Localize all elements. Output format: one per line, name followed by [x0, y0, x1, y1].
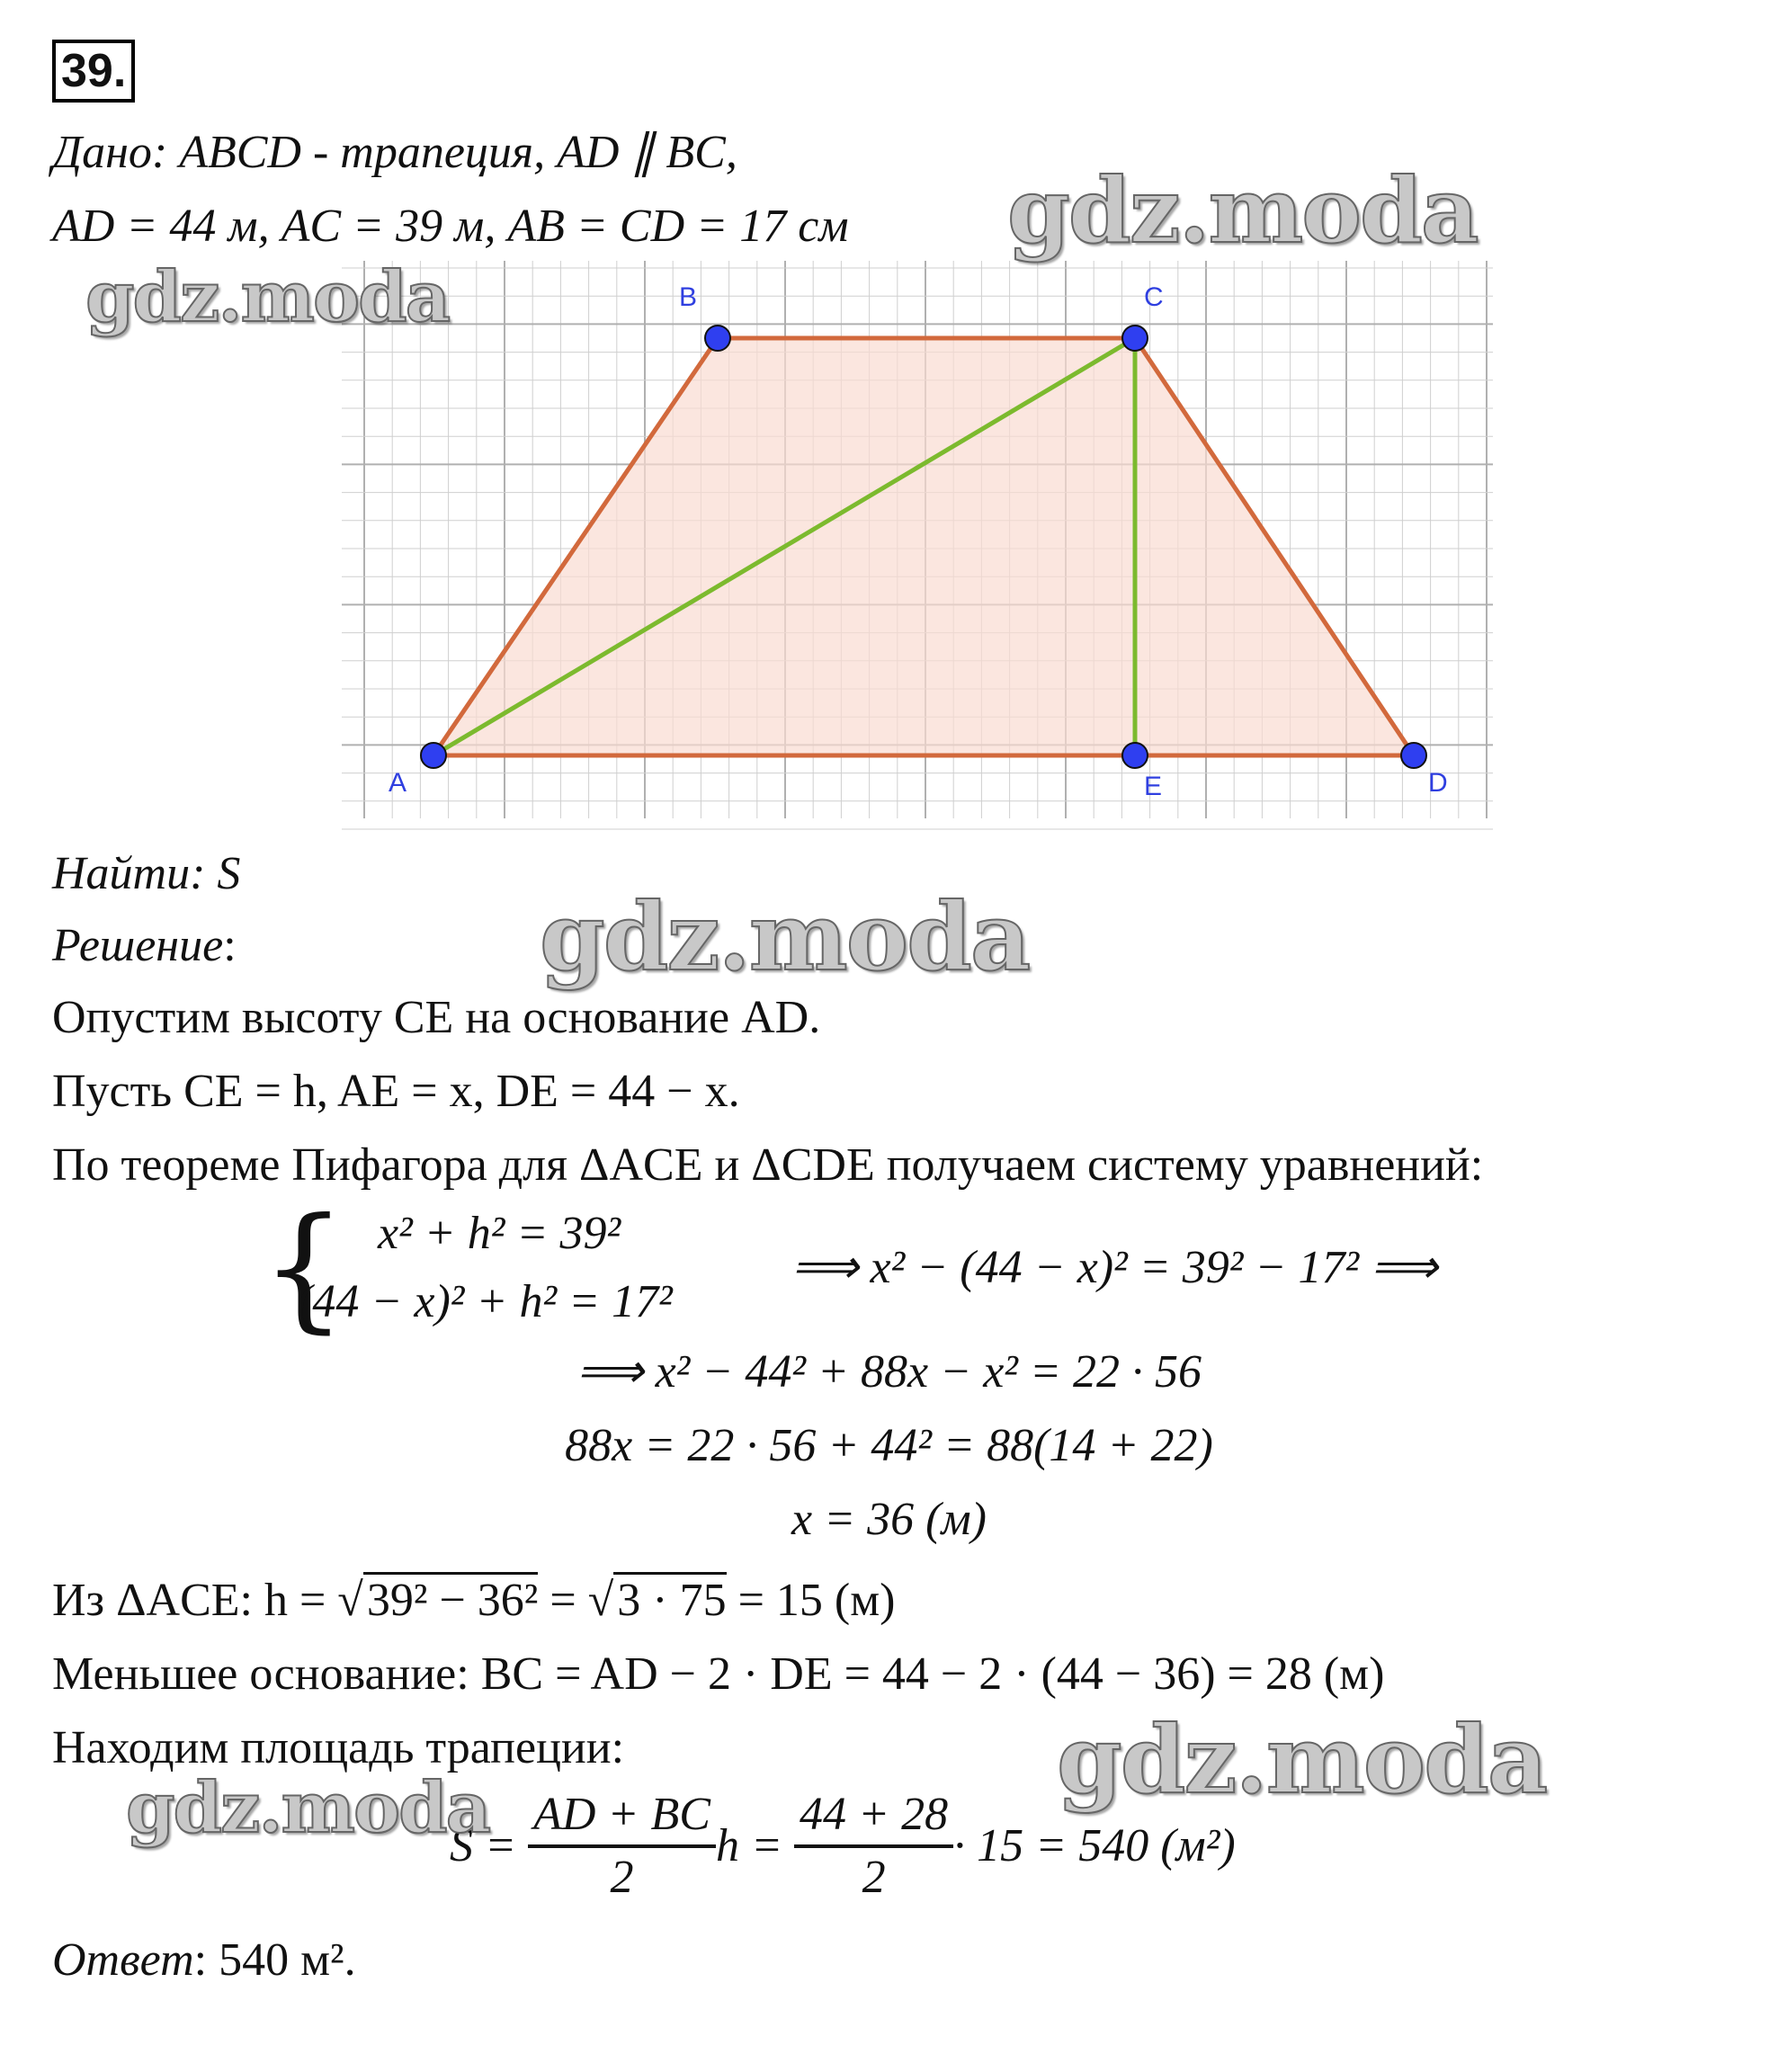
- equation-2: 88x = 22 · 56 + 44² = 88(14 + 22): [565, 1420, 1213, 1471]
- label-d: D: [1428, 768, 1448, 798]
- height-radicand-1: 39² − 36²: [363, 1572, 539, 1626]
- label-a: A: [389, 768, 407, 798]
- given-line-2: AD = 44 м, AC = 39 м, AB = CD = 17 см: [52, 201, 849, 252]
- given-line-1: [52, 124, 737, 182]
- watermark: gdz.moda: [126, 1767, 490, 1849]
- given-label: Дано: [52, 127, 152, 178]
- watermark: gdz.moda: [1007, 157, 1478, 263]
- solution-heading: [52, 917, 237, 975]
- answer-line: [52, 1932, 356, 1989]
- fraction-1-denominator: 2: [610, 1852, 634, 1903]
- solution-line-1: Опустим высоту CE на основание AD.: [52, 992, 821, 1043]
- watermark: gdz.moda: [540, 881, 1030, 992]
- fraction-1-numerator: AD + BC: [528, 1785, 716, 1848]
- solution-line-3: По теореме Пифагора для ΔACE и ΔCDE получаем систему уравнений:: [52, 1139, 1484, 1191]
- height-mid: = √: [538, 1575, 614, 1626]
- fraction-2-numerator: 44 + 28: [794, 1785, 953, 1848]
- area-rhs: · 15 = 540 (м²): [953, 1820, 1236, 1871]
- height-line: [52, 1572, 895, 1630]
- point-d: [1401, 743, 1426, 768]
- label-e: E: [1144, 772, 1163, 801]
- height-post: = 15 (м): [726, 1575, 896, 1626]
- watermark: gdz.moda: [1057, 1704, 1547, 1815]
- answer-value: : 540 м².: [193, 1934, 356, 1986]
- trapezoid-figure: [342, 261, 1511, 836]
- solution-label: Решение: [52, 920, 224, 971]
- height-prefix: Из ΔACE: h = √: [52, 1575, 363, 1626]
- find-line: [52, 845, 240, 903]
- system-result: ⟹ x² − (44 − x)² = 39² − 17² ⟹: [791, 1242, 1438, 1293]
- fraction-2-denominator: 2: [862, 1852, 886, 1903]
- area-lhs: S =: [450, 1820, 529, 1871]
- point-c: [1122, 326, 1148, 351]
- system-brace: {: [261, 1190, 347, 1346]
- area-intro: Находим площадь трапеции:: [52, 1722, 625, 1773]
- solution-colon: :: [223, 920, 237, 971]
- given-text-1: : ABCD - трапеция, AD ∥ BC,: [151, 127, 737, 178]
- point-a: [421, 743, 446, 768]
- fraction-2: [794, 1785, 953, 1907]
- label-b: B: [679, 282, 698, 312]
- watermark: gdz.moda: [85, 256, 450, 338]
- height-radicand-2: 3 · 75: [613, 1572, 726, 1626]
- point-b: [705, 326, 730, 351]
- answer-label: Ответ: [52, 1934, 194, 1986]
- point-e: [1122, 743, 1148, 768]
- find-value: : S: [190, 848, 241, 899]
- area-mid: h =: [715, 1820, 795, 1871]
- system-eq-1: x² + h² = 39²: [378, 1208, 621, 1259]
- equation-3: x = 36 (м): [791, 1494, 987, 1545]
- system-eq-2: (44 − x)² + h² = 17²: [297, 1276, 673, 1327]
- base-bc-line: Меньшее основание: BC = AD − 2 · DE = 44 − 2 · (44 − 36) = 28 (м): [52, 1648, 1385, 1700]
- fraction-1: [528, 1785, 716, 1907]
- trapezoid-fill: [433, 338, 1414, 755]
- equation-1: ⟹ x² − 44² + 88x − x² = 22 · 56: [576, 1346, 1202, 1398]
- problem-number: 39.: [52, 40, 135, 103]
- label-c: C: [1144, 282, 1164, 312]
- find-label: Найти: [52, 848, 191, 899]
- solution-line-2: Пусть CE = h, AE = x, DE = 44 − x.: [52, 1066, 740, 1117]
